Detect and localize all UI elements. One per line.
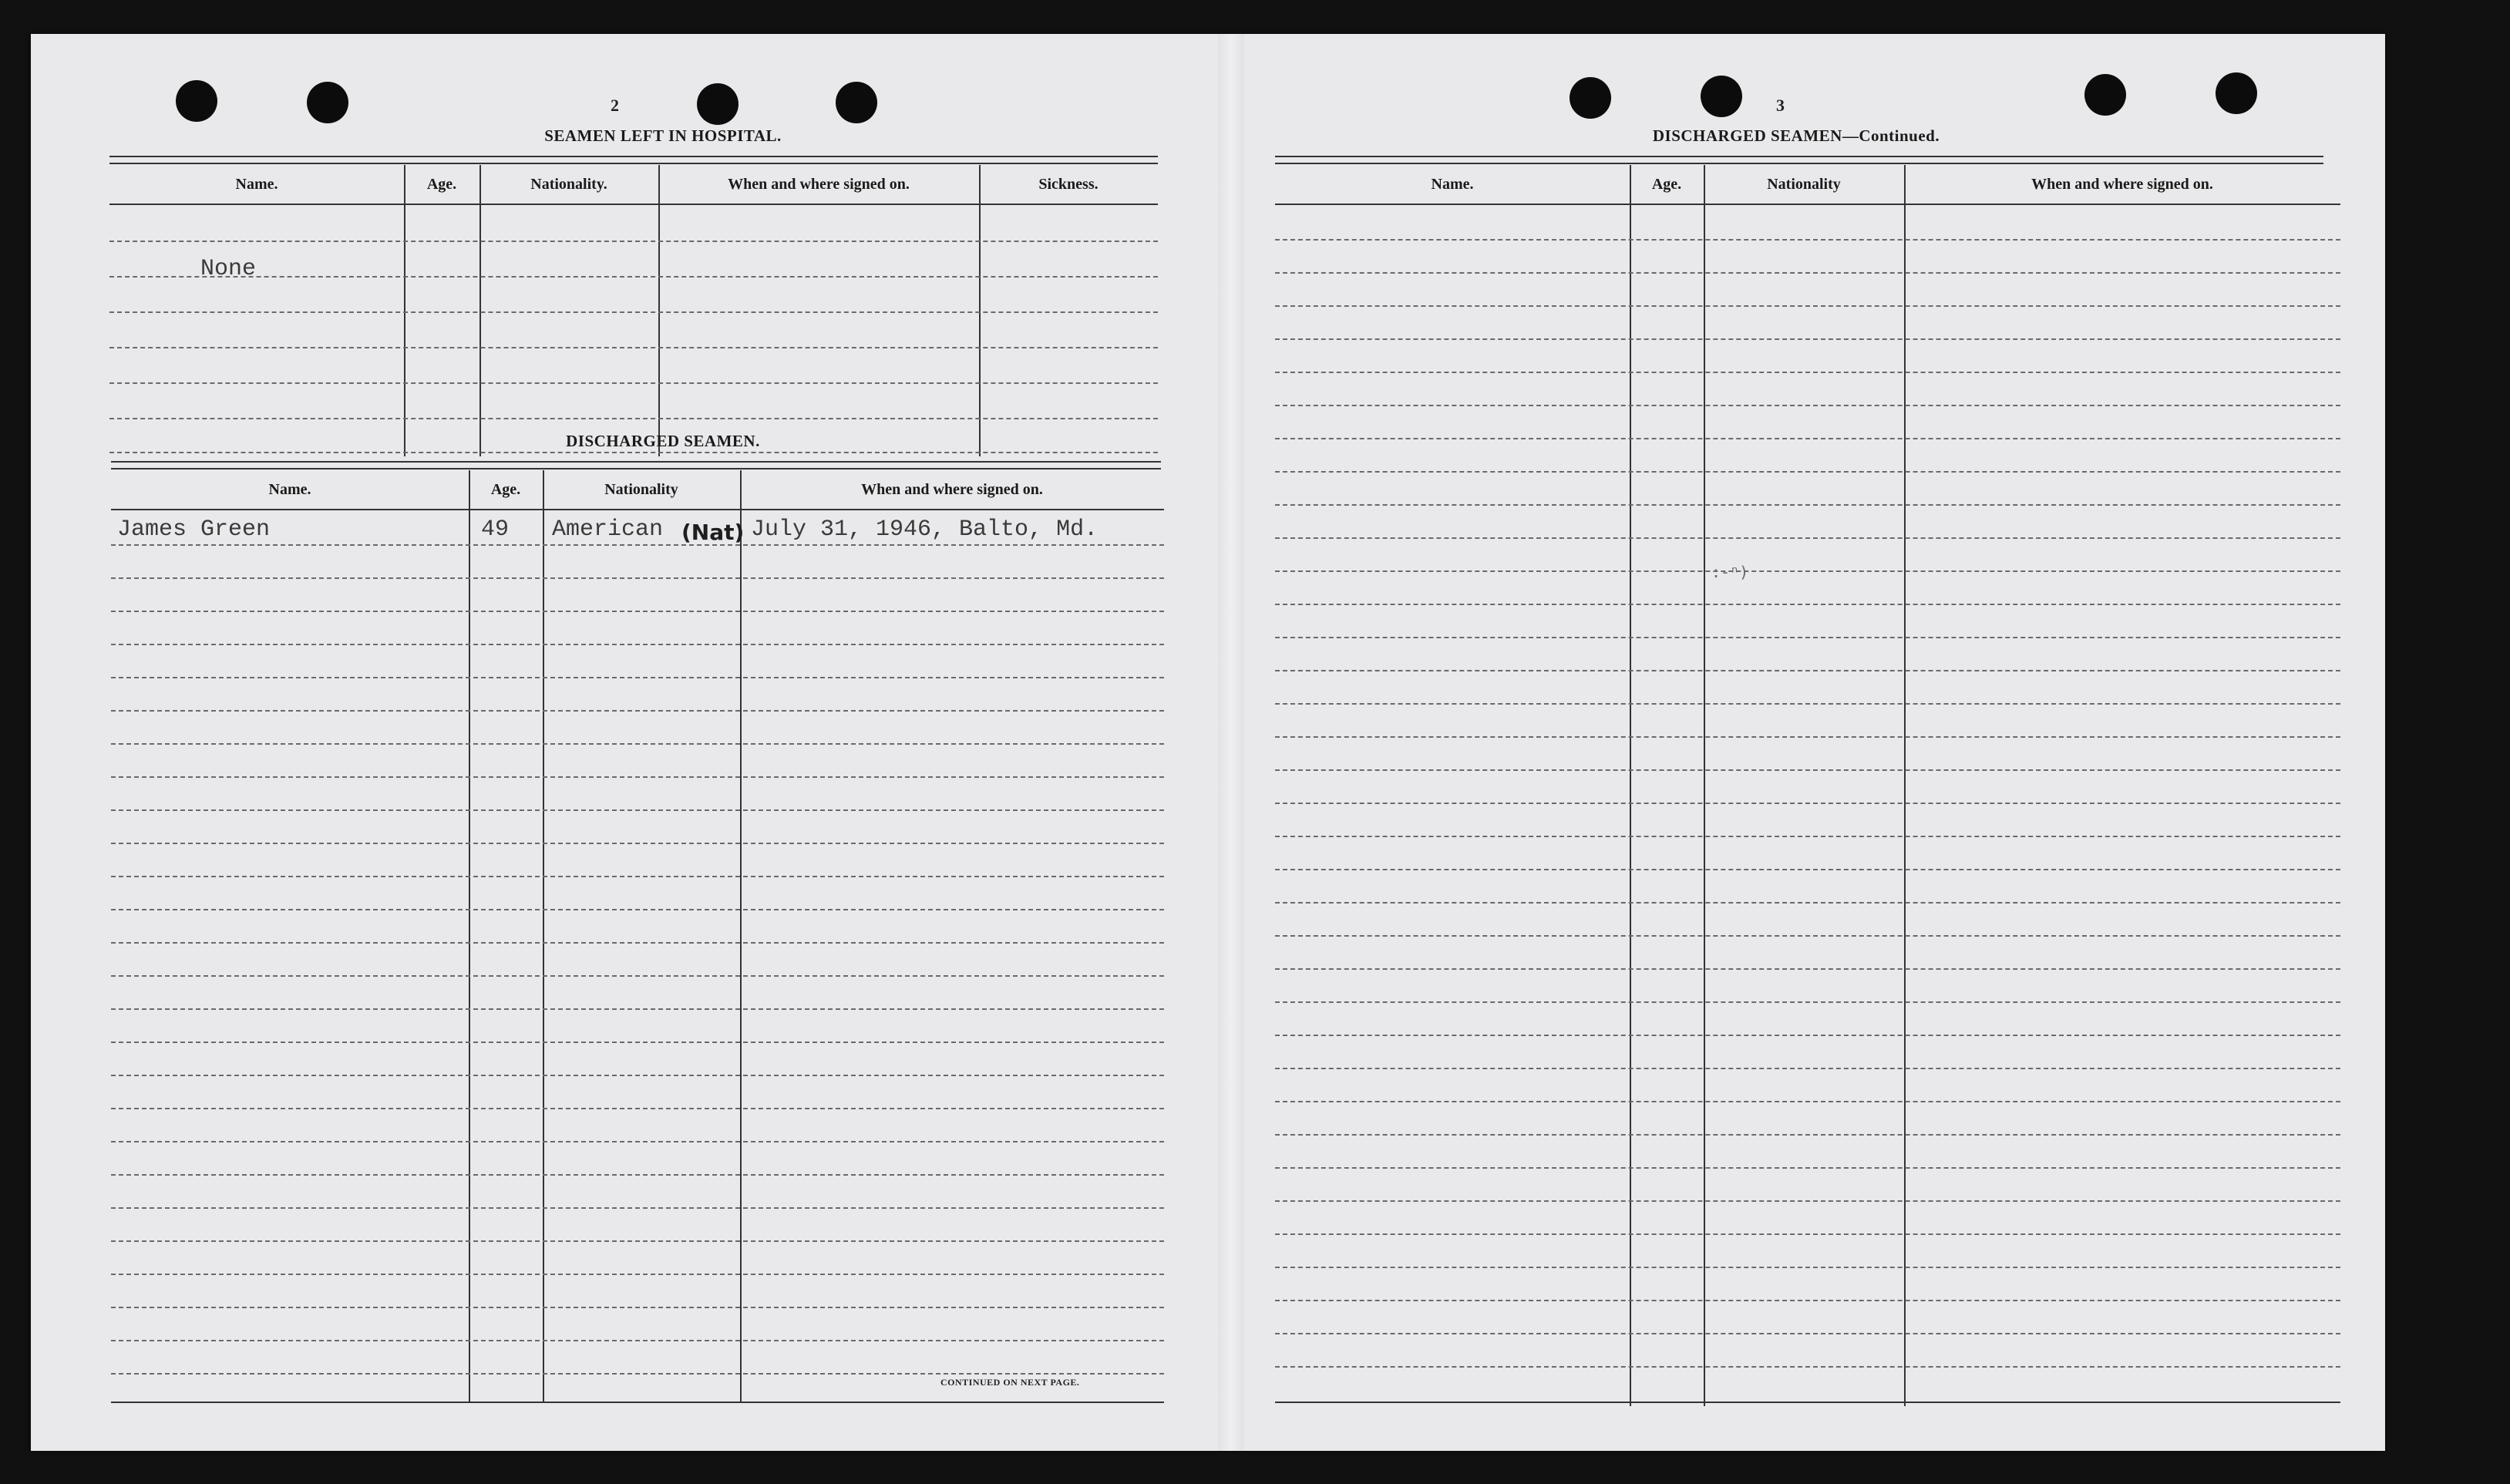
ruled-line (1275, 1402, 2340, 1403)
col-head-nationality: Nationality (604, 480, 678, 498)
column-line (979, 165, 981, 456)
ruled-line (1275, 703, 2340, 705)
ruled-line (1275, 604, 2340, 605)
ruled-line (1275, 1233, 2340, 1235)
ruled-line (1275, 869, 2340, 870)
ruled-line (1275, 769, 2340, 771)
hospital-table (109, 165, 1158, 456)
ruled-line (1275, 1267, 2340, 1268)
ruled-line (111, 1075, 1164, 1076)
ruled-line (111, 1274, 1164, 1275)
column-line (1904, 165, 1906, 1406)
col-head-age: Age. (426, 175, 457, 193)
ruled-line (111, 1402, 1164, 1403)
ruled-line (111, 677, 1164, 678)
ruled-line (1275, 471, 2340, 473)
ruled-line (111, 776, 1164, 778)
col-head-age: Age. (1651, 175, 1682, 193)
ruled-line (111, 975, 1164, 977)
ruled-line (1275, 935, 2340, 937)
ruled-line (1275, 305, 2340, 307)
ruled-line (111, 611, 1164, 612)
ruled-line (111, 843, 1164, 844)
ruled-line (111, 876, 1164, 877)
ruled-line (1275, 637, 2340, 638)
ruled-line (111, 1340, 1164, 1341)
page-fold (1218, 34, 1244, 1451)
ruled-line (1275, 372, 2340, 373)
ruled-line (1275, 736, 2340, 738)
ruled-line (1275, 1101, 2340, 1102)
discharged-top-rule (111, 461, 1161, 469)
ruled-line (1275, 902, 2340, 904)
ruled-line (1275, 338, 2340, 340)
ruled-line (111, 710, 1164, 712)
ruled-line (111, 1240, 1164, 1242)
punch-hole (697, 83, 739, 125)
ruled-line (111, 644, 1164, 645)
ruled-line (111, 942, 1164, 944)
punch-hole (2084, 74, 2126, 116)
ruled-line (1275, 537, 2340, 539)
seaman-signed-on: July 31, 1946, Balto, Md. (751, 517, 1099, 543)
ruled-line (1275, 438, 2340, 439)
ruled-line (109, 452, 1158, 453)
ruled-line (1275, 803, 2340, 804)
ruled-line (111, 1307, 1164, 1308)
punch-hole (1701, 76, 1742, 117)
ruled-line (1275, 1035, 2340, 1036)
ruled-line (1275, 1167, 2340, 1169)
punch-hole (836, 82, 877, 123)
hospital-section-title: SEAMEN LEFT IN HOSPITAL. (544, 126, 782, 145)
header-rule (109, 204, 1158, 205)
col-head-nationality: Nationality. (530, 175, 607, 193)
ruled-line (111, 1207, 1164, 1209)
ruled-line (109, 382, 1158, 384)
punch-hole (1570, 77, 1611, 119)
ruled-line (1275, 1200, 2340, 1202)
header-rule (1275, 204, 2340, 205)
col-head-name: Name. (268, 480, 311, 498)
ruled-line (111, 1008, 1164, 1010)
ruled-line (1275, 405, 2340, 406)
col-head-name: Name. (1431, 175, 1474, 193)
ruled-line (109, 311, 1158, 313)
ruled-line (111, 1108, 1164, 1109)
naturalized-note: (Nat) (681, 520, 745, 545)
column-line (1630, 165, 1631, 1406)
ruled-line (111, 909, 1164, 910)
seaman-nationality: American (552, 517, 664, 543)
ruled-line (109, 347, 1158, 348)
ruled-line (1275, 1068, 2340, 1069)
col-head-signed-on: When and where signed on. (728, 175, 910, 193)
continued-note: CONTINUED ON NEXT PAGE. (940, 1377, 1080, 1388)
col-head-nationality: Nationality (1767, 175, 1841, 193)
column-line (479, 165, 481, 456)
punch-hole (176, 80, 217, 122)
ruled-line (111, 743, 1164, 745)
ruled-line (1275, 836, 2340, 837)
col-head-sickness: Sickness. (1038, 175, 1099, 193)
punch-hole (2216, 72, 2257, 114)
column-line (404, 165, 405, 456)
ruled-line (111, 544, 1164, 546)
right-top-rule (1275, 156, 2323, 164)
ruled-line (109, 241, 1158, 242)
col-head-signed-on: When and where signed on. (2031, 175, 2213, 193)
ruled-line (1275, 570, 2340, 572)
document-sheet (31, 34, 2385, 1451)
ruled-line (111, 1373, 1164, 1375)
ruled-line (1275, 1366, 2340, 1368)
ruled-line (1275, 239, 2340, 241)
ruled-line (111, 1041, 1164, 1043)
discharged-section-title: DISCHARGED SEAMEN. (566, 432, 760, 450)
right-page-number: 3 (1776, 96, 1785, 115)
col-head-signed-on: When and where signed on. (861, 480, 1043, 498)
discharged-table (111, 470, 1164, 1403)
ruled-line (1275, 1134, 2340, 1136)
ruled-line (1275, 670, 2340, 671)
col-head-age: Age. (490, 480, 521, 498)
ruled-line (1275, 1333, 2340, 1334)
column-line (658, 165, 660, 456)
seaman-age: 49 (481, 517, 510, 543)
seaman-name: James Green (117, 517, 271, 543)
ruled-line (109, 276, 1158, 278)
ruled-line (1275, 504, 2340, 506)
ruled-line (111, 1174, 1164, 1176)
header-rule (111, 509, 1164, 510)
ruled-line (1275, 1300, 2340, 1301)
ruled-line (111, 577, 1164, 579)
ruled-line (111, 1141, 1164, 1142)
column-line (1704, 165, 1705, 1406)
ruled-line (1275, 1001, 2340, 1003)
punch-hole (307, 82, 348, 123)
hospital-entry-none: None (200, 256, 257, 282)
stray-mark: :-ⁿ) (1711, 563, 1749, 581)
ruled-line (109, 418, 1158, 419)
ruled-line (111, 809, 1164, 811)
hospital-top-rule (109, 156, 1158, 164)
ruled-line (1275, 272, 2340, 274)
continued-section-title: DISCHARGED SEAMEN—Continued. (1652, 126, 1940, 145)
ruled-line (1275, 968, 2340, 970)
col-head-name: Name. (235, 175, 278, 193)
discharged-continued-table (1275, 165, 2340, 1406)
left-page-number: 2 (611, 96, 619, 115)
